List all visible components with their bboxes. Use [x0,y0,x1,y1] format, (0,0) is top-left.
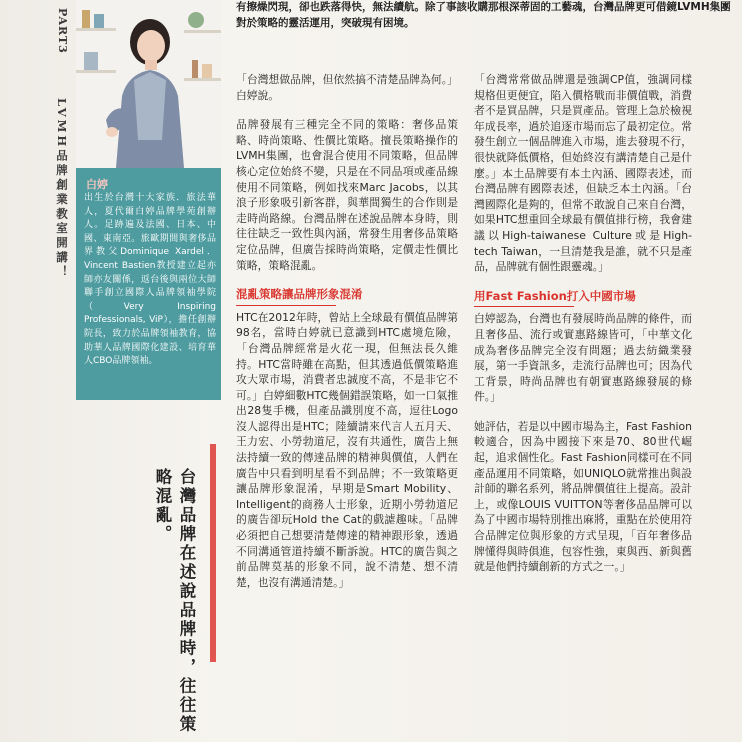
section-heading: 混亂策略讓品牌形象混淆 [236,287,363,302]
section-label: PART3 [56,8,69,54]
bio-name: 白婷 [86,178,108,191]
bio-text: 出生於台灣十大家族．旅法華人，夏代爾白婷品牌學苑創辦人。足跡遍及法國、日本、中國、東南亞。旅歐期間與奢侈品界教父Dominique Xardel．Vincent Bastien教授建立起亦師亦友關係，返台後與兩位大師聯手創立國際人品牌領袖學院（Very Inspiring Professionals, ViP），擔任創辦院長，致力於品牌領袖教育，協助華人品牌國際化建設、培育華人CBO品牌領袖。 [84,193,216,367]
paragraph: 品牌發展有三種完全不同的策略：奢侈品策略、時尚策略、性價比策略。擅長策略操作的LVMH集團，也會混合使用不同策略，但品牌核心定位始終不變，只是在不同品項或產品線使用不同策略，例如找來Marc Jacobs，以其浪子形象吸引新客群，與華間獨生的合作則是走時尚路線。台灣品牌在述說品牌本身時，則往往缺乏一致性與內涵，常發生用奢侈品策略定位品牌，但廣告採時尚策略，定價走性價比策略，策略混亂。 [236,118,458,272]
paragraph: 「台灣想做品牌，但依然搞不清楚品牌為何。」白婷說。 [236,73,458,102]
portrait-photo [76,0,221,168]
paragraph: 白婷認為，台灣也有發展時尚品牌的條件，而且奢侈品、流行或實惠路線皆可，「中華文化成為奢侈品牌完全沒有問題；過去紡織業發展，第一手資訊多，走流行品牌也可；因為代工背景，時尚品牌也有朝實惠路線發展的條件。」 [474,312,692,404]
heading-underline [236,305,336,306]
pullquote-rule [210,444,216,662]
paragraph: HTC在2012年時，曾站上全球最有價值品牌第98名，當時白婷就已意識到HTC處境危險，「台灣品牌經常是火花一現，但無法長久維持。HTC當時雖在高點，但其透過低價策略進攻大眾市場，消費者忠誠度不高，不是非它不可。」白婷細數HTC幾個錯誤策略，如一口氣推出28隻手機，但產品識別度不高，逗往Logo沒人認得出是HTC；陸續請來代言人五月天、王力宏、小勞勃道尼，沒有共通性，廣告上無法持續一致的傳達品牌的精神與價值，人們在廣告中只看到明星看不到品牌；不一致策略更讓品牌形象混淆，早期是Smart Mobility、Intelligent的商務人士形象，近期小勞勃道尼的廣告卻玩Hold the Cat的戲謔趣味。「品牌必須把自己想要清楚傳達的精神跟形象，透過不同溝通管道持續不斷訴說。HTC的廣告與之前品牌莫基的形象不同，說不清楚、想不清楚，也沒有溝通清楚。」 [236,310,458,589]
paragraph: 「台灣常常做品牌還是強調CP值，強調同樣規格但更便宜，陷入價格戰而非價值戰，消費者不是買品牌，只是買產品。管理上急於檢視年成長率，過於追逐市場而忘了最初定位。常發生創立一個品牌進入市場，進去發現不行，很快就降低價格，但始終沒有講清楚自己是什麼。」本土品牌要有本土內涵、國際表述，而台灣品牌有國際表述，但缺乏本土內涵。「台灣國際化是夠的，但常不敢說自己來自台灣，如果HTC想重回全球最有價值排行榜，我會建議以High-taiwanese Culture或是High-tech Taiwan，一旦清楚我是誰，就不只是產品，品牌就有個性跟靈魂。」 [474,73,692,274]
intro-text: 有擦燥閃現，卻也跌落得快，無法續航。除了事該收購那根深蒂固的工藝魂，台灣品牌更可借鏡LVMH集團對於策略的靈活運用，突破現有困境。 [236,1,731,29]
heading-underline [474,306,574,307]
article-column-2 [474,72,692,589]
bio-box [76,168,221,400]
section-heading: 用Fast Fashion打入中國市場 [474,288,636,303]
pullquote: 台灣品牌在述說品牌時，往往策略混亂。 [153,468,196,734]
portrait-illustration [76,0,221,168]
paragraph: 她評估，若是以中國市場為主，Fast Fashion較適合，因為中國接下來是70、80世代崛起，追求個性化。Fast Fashion同樣可在不同產品運用不同策略，如UNIQLO就常推出與設計師的聯名系列，將品牌價值往上提高。設計上，或像LOUIS VUITTON等奢侈品品牌可以為了中國市場特別推出麻將，重點在於使用符合品牌定位與形象的方式呈現，「百年奢侈品牌懂得與時俱進，包容性強，東與西、新與舊就是他們持續創新的方式之一。」 [474,419,692,574]
article-column-1 [236,72,458,604]
series-title: LVMH品牌創業教室開講！ [55,98,69,280]
